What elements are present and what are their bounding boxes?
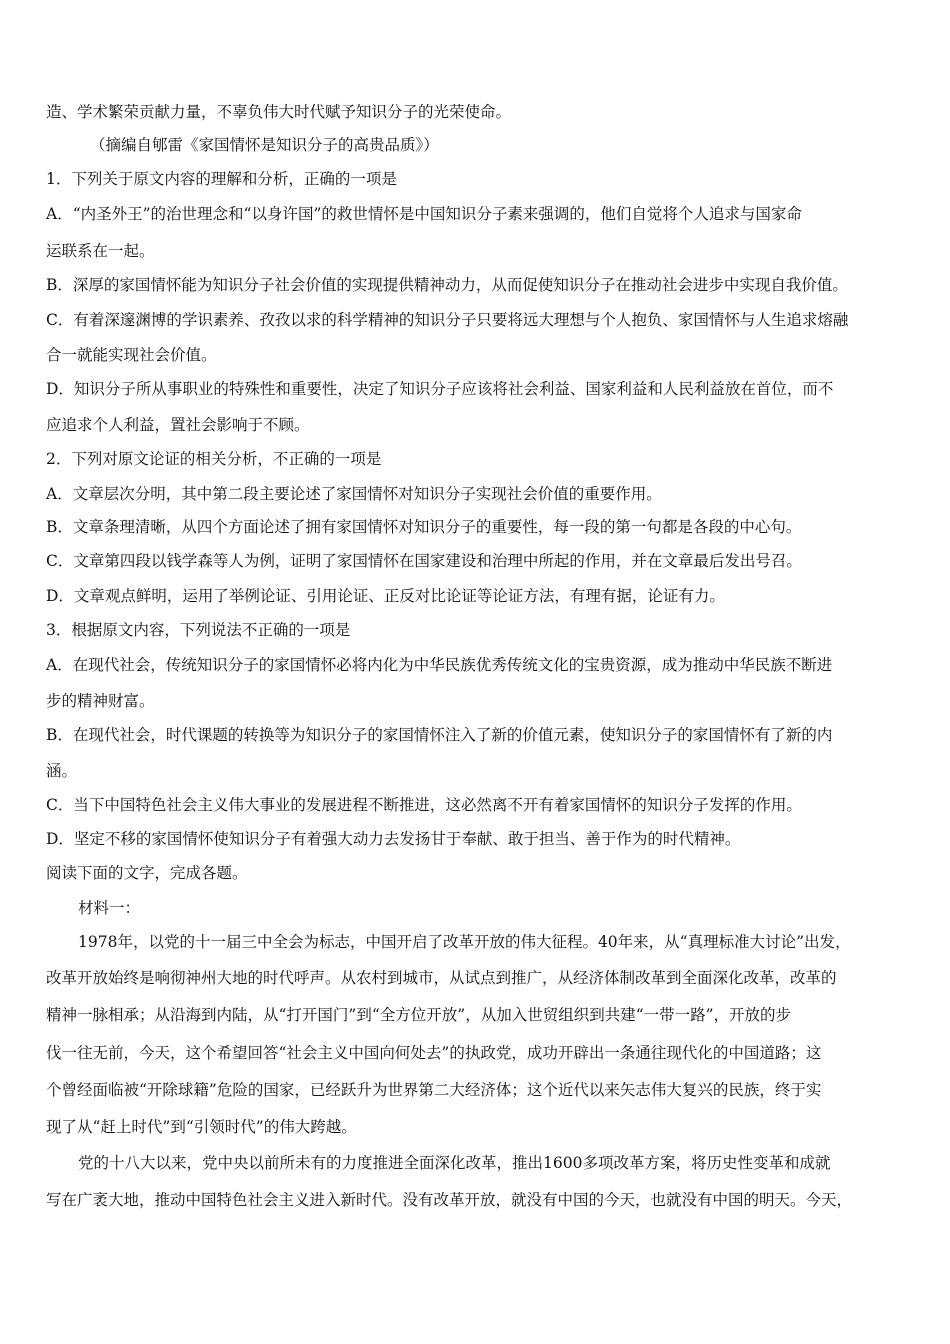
q2-option-a: A．文章层次分明，其中第二段主要论述了家国情怀对知识分子实现社会价值的重要作用。 (46, 485, 662, 503)
question-3-stem: 3．根据原文内容，下列说法不正确的一项是 (46, 621, 351, 639)
q1-option-b: B．深厚的家国情怀能为知识分子社会价值的实现提供精神动力，从而促使知识分子在推动社会进步中实现自我价值。 (46, 276, 848, 294)
question-1-stem: 1．下列关于原文内容的理解和分析，正确的一项是 (46, 170, 397, 188)
paragraph-1-line: 1978年，以党的十一届三中全会为标志，中国开启了改革开放的伟大征程。40年来，从“真理标准大讨论”出发， (78, 933, 851, 951)
q2-option-b: B．文章条理清晰，从四个方面论述了拥有家国情怀对知识分子的重要性，每一段的第一句都是各段的中心句。 (46, 518, 802, 536)
intro-line: 造、学术繁荣贡献力量，不辜负伟大时代赋予知识分子的光荣使命。 (46, 103, 512, 121)
q1-option-a: A．“内圣外王”的治世理念和“以身许国”的救世情怀是中国知识分子素来强调的，他们自觉将个人追求与国家命 (46, 205, 802, 223)
q3-option-a-cont: 步的精神财富。 (46, 692, 155, 710)
q1-option-a-cont: 运联系在一起。 (46, 242, 155, 260)
q2-option-d: D．文章观点鲜明，运用了举例论证、引用论证、正反对比论证等论证方法，有理有据，论证有力。 (46, 587, 725, 605)
paragraph-1-line: 现了从“赶上时代”到“引领时代”的伟大跨越。 (46, 1118, 357, 1136)
q3-option-c: C．当下中国特色社会主义伟大事业的发展进程不断推进，这必然离不开有着家国情怀的知识分子发挥的作用。 (46, 796, 802, 814)
reading-instruction: 阅读下面的文字，完成各题。 (46, 864, 248, 882)
q3-option-d: D．坚定不移的家国情怀使知识分子有着强大动力去发扬甘于奉献、敢于担当、善于作为的时代精神。 (46, 830, 741, 848)
paragraph-1-line: 伐一往无前，今天，这个希望回答“社会主义中国向何处去”的执政党，成功开辟出一条通往现代化的中国道路；这 (46, 1044, 822, 1062)
q3-option-b: B．在现代社会，时代课题的转换等为知识分子的家国情怀注入了新的价值元素，使知识分子的家国情怀有了新的内 (46, 726, 833, 744)
q1-option-d-cont: 应追求个人利益，置社会影响于不顾。 (46, 416, 310, 434)
q3-option-b-cont: 涵。 (46, 762, 78, 780)
q2-option-c: C．文章第四段以钱学森等人为例，证明了家国情怀在国家建设和治理中所起的作用，并在文章最后发出号召。 (46, 552, 802, 570)
paragraph-2-line: 写在广袤大地，推动中国特色社会主义进入新时代。没有改革开放，就没有中国的今天，也就没有中国的明天。今天， (46, 1191, 853, 1209)
paragraph-1-line: 个曾经面临被“开除球籍”危险的国家，已经跃升为世界第二大经济体；这个近代以来矢志伟大复兴的民族，终于实 (46, 1081, 822, 1099)
paragraph-2-line: 党的十八大以来，党中央以前所未有的力度推进全面深化改革，推出1600多项改革方案，将历史性变革和成就 (78, 1154, 831, 1172)
source-citation: （摘编自郇雷《家国情怀是知识分子的高贵品质》） (90, 136, 439, 154)
paragraph-1-line: 精神一脉相承；从沿海到内陆，从“打开国门”到“全方位开放”，从加入世贸组织到共建“一带一路”，开放的步 (46, 1006, 792, 1024)
q3-option-a: A．在现代社会，传统知识分子的家国情怀必将内化为中华民族优秀传统文化的宝贵资源，成为推动中华民族不断进 (46, 656, 833, 674)
q1-option-c: C．有着深邃渊博的学识素养、孜孜以求的科学精神的知识分子只要将远大理想与个人抱负、家国情怀与人生追求熔融 (46, 311, 849, 329)
material-label: 材料一： (78, 899, 141, 917)
paragraph-1-line: 改革开放始终是响彻神州大地的时代呼声。从农村到城市，从试点到推广，从经济体制改革到全面深化改革，改革的 (46, 969, 837, 987)
question-2-stem: 2．下列对原文论证的相关分析，不正确的一项是 (46, 450, 382, 468)
q1-option-d: D．知识分子所从事职业的特殊性和重要性，决定了知识分子应该将社会利益、国家利益和人民利益放在首位，而不 (46, 380, 834, 398)
q1-option-c-cont: 合一就能实现社会价值。 (46, 346, 217, 364)
